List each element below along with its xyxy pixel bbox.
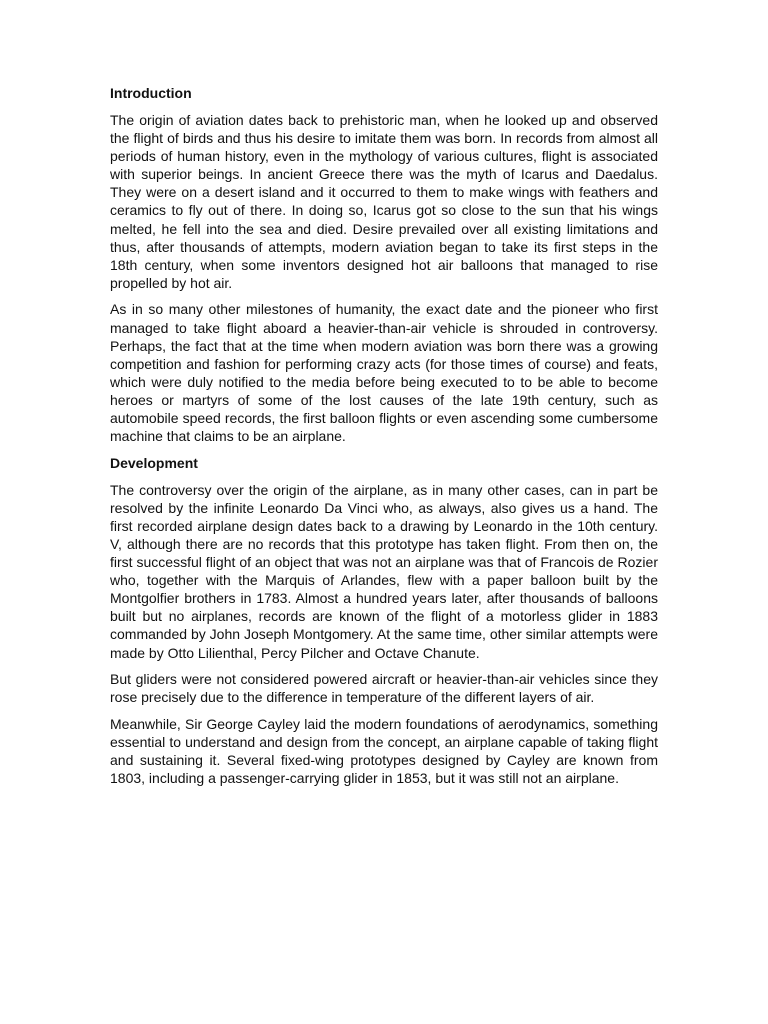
paragraph: The origin of aviation dates back to prehistoric man, when he looked up and observed the flight of birds and thus his desire to imitate them was born. In records from almost all periods of human history, even in the mythology of various cultures, flight is associated with superior beings. In ancient Greece there was the myth of Icarus and Daedalus. They were on a desert island and it occurred to them to make wings with feathers and ceramics to fly out of there. In doing so, Icarus got so close to the sun that his wings melted, he fell into the sea and died. Desire prevailed over all existing limitations and thus, after thousands of attempts, modern aviation began to take its first steps in the 18th century, when some inventors designed hot air balloons that managed to rise propelled by hot air. (110, 112, 658, 291)
paragraph: But gliders were not considered powered aircraft or heavier-than-air vehicles since they rose precisely due to the difference in temperature of the different layers of air. (110, 671, 658, 706)
section-heading-development: Development (110, 454, 198, 471)
paragraph: The controversy over the origin of the airplane, as in many other cases, can in part be resolved by the infinite Leonardo Da Vinci who, as always, also gives us a hand. The first recorded airplane design dates back to a drawing by Leonardo in the 10th century. V, although there are no records that this prototype has taken flight. From then on, the first successful flight of an object that was not an airplane was that of Francois de Rozier who, together with the Marquis of Arlandes, flew with a paper balloon built by the Montgolfier brothers in 1783. Almost a hundred years later, after thousands of balloons built but no airplanes, records are known of the flight of a motorless glider in 1883 commanded by John Joseph Montgomery. At the same time, other similar attempts were made by Otto Lilienthal, Percy Pilcher and Octave Chanute. (110, 481, 658, 661)
paragraph: Meanwhile, Sir George Cayley laid the modern foundations of aerodynamics, something essential to understand and design from the concept, an airplane capable of taking flight and sustaining it. Several fixed-wing prototypes designed by Cayley are known from 1803, including a passenger-carrying glider in 1853, but it was still not an airplane. (110, 715, 658, 787)
section-heading-introduction: Introduction (110, 85, 192, 101)
document-page (110, 84, 658, 796)
paragraph: As in so many other milestones of humanity, the exact date and the pioneer who first managed to take flight aboard a heavier-than-air vehicle is shrouded in controversy. Perhaps, the fact that at the time when modern aviation was born there was a growing competition and fashion for performing crazy acts (for those times of course) and feats, which were duly notified to the media before being executed to to be able to become heroes or martyrs of some of the lost causes of the late 19th century, such as automobile speed records, the first balloon flights or even ascending some cumbersome machine that claims to be an airplane. (110, 301, 658, 445)
